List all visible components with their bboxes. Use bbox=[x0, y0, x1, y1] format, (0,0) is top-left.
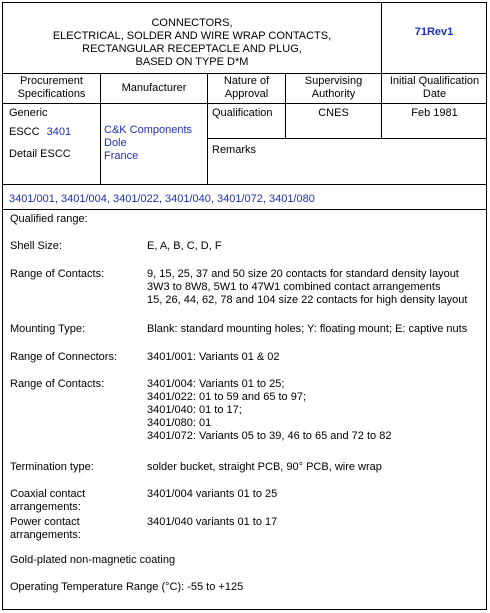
range-contacts-line: 15, 26, 44, 62, 78 and 104 size 22 contacts for high density layout bbox=[147, 294, 468, 306]
range-contacts-detail-line: 3401/040: 01 to 17; bbox=[147, 404, 242, 416]
remarks-label: Remarks bbox=[212, 144, 257, 156]
shell-size-label: Shell Size: bbox=[10, 240, 62, 252]
escc-label: ESCC bbox=[9, 126, 40, 138]
divider bbox=[3, 103, 486, 104]
title-line-2: ELECTRICAL, SOLDER AND WIRE WRAP CONTACTS, bbox=[52, 30, 332, 42]
range-contacts-line: 9, 15, 25, 37 and 50 size 20 contacts for standard density layout bbox=[147, 268, 459, 280]
power-label-line-2: arrangements: bbox=[10, 529, 81, 541]
temperature-range: Operating Temperature Range (°C): -55 to +125 bbox=[10, 581, 244, 593]
manufacturer-country: France bbox=[104, 150, 139, 162]
procurement-escc bbox=[9, 126, 71, 138]
approval-value: Qualification bbox=[212, 107, 273, 119]
procurement-detail: Detail ESCC bbox=[9, 148, 71, 160]
range-contacts-detail-line: 3401/022: 01 to 59 and 65 to 97; bbox=[147, 391, 307, 403]
range-contacts-label: Range of Contacts: bbox=[10, 268, 105, 280]
header-authority-line-2: Authority bbox=[311, 88, 356, 100]
header-manufacturer: Manufacturer bbox=[121, 82, 187, 94]
coaxial-label-line-1: Coaxial contact bbox=[10, 488, 86, 500]
range-contacts-values bbox=[147, 268, 467, 307]
manufacturer-city: Dole bbox=[104, 137, 127, 149]
header-approval-line-2: Approval bbox=[224, 88, 269, 100]
divider bbox=[3, 209, 486, 210]
header-initial-date bbox=[382, 75, 487, 101]
termination-type-label: Termination type: bbox=[10, 461, 94, 473]
header-approval-line-1: Nature of bbox=[223, 75, 270, 87]
title-line-4: BASED ON TYPE D*M bbox=[135, 56, 249, 68]
procurement-generic: Generic bbox=[9, 107, 48, 119]
range-contacts-detail-line: 3401/080: 01 bbox=[147, 417, 212, 429]
divider bbox=[3, 184, 486, 185]
range-contacts-detail-values bbox=[147, 378, 391, 443]
divider bbox=[3, 73, 486, 74]
detail-spec-list: 3401/001, 3401/004, 3401/022, 3401/040, 3401/072, 3401/080 bbox=[9, 193, 315, 205]
range-contacts-detail-line: 3401/072: Variants 05 to 39, 46 to 65 and 72 to 82 bbox=[147, 430, 392, 442]
range-contacts-detail-line: 3401/004: Variants 01 to 25; bbox=[147, 378, 285, 390]
header-initial-line-1: Initial Qualification bbox=[389, 75, 480, 87]
header-authority-line-1: Supervising bbox=[304, 75, 363, 87]
power-contact-label bbox=[10, 516, 81, 542]
range-contacts-line: 3W3 to 8W8, 5W1 to 47W1 combined contact arrangements bbox=[147, 281, 441, 293]
title-line-1: CONNECTORS, bbox=[151, 17, 233, 29]
range-connectors-value: 3401/001: Variants 01 & 02 bbox=[147, 351, 280, 363]
qualified-range-label: Qualified range: bbox=[10, 213, 88, 225]
spec-sheet bbox=[2, 2, 487, 610]
range-contacts-detail-label: Range of Contacts: bbox=[10, 378, 105, 390]
document-title bbox=[3, 17, 381, 69]
power-label-line-1: Power contact bbox=[10, 516, 80, 528]
header-initial-line-2: Date bbox=[422, 88, 447, 100]
divider bbox=[207, 138, 486, 139]
document-reference: 71Rev1 bbox=[414, 26, 454, 38]
range-connectors-label: Range of Connectors: bbox=[10, 351, 118, 363]
divider bbox=[381, 3, 382, 73]
header-procurement-line-2: Specifications bbox=[17, 88, 86, 100]
divider bbox=[207, 73, 208, 184]
mounting-type-value: Blank: standard mounting holes; Y: floating mount; E: captive nuts bbox=[147, 323, 468, 335]
header-procurement bbox=[3, 75, 100, 101]
termination-type-value: solder bucket, straight PCB, 90° PCB, wire wrap bbox=[147, 461, 382, 473]
shell-size-value: E, A, B, C, D, F bbox=[147, 240, 222, 252]
title-line-3: RECTANGULAR RECEPTACLE AND PLUG, bbox=[82, 43, 302, 55]
header-approval bbox=[208, 75, 285, 101]
mounting-type-label: Mounting Type: bbox=[10, 323, 86, 335]
manufacturer-name: C&K Components bbox=[104, 124, 193, 136]
power-contact-value: 3401/040 variants 01 to 17 bbox=[147, 516, 278, 528]
authority-value: CNES bbox=[318, 107, 349, 119]
divider bbox=[100, 73, 101, 184]
escc-number: 3401 bbox=[46, 126, 72, 138]
header-procurement-line-1: Procurement bbox=[20, 75, 83, 87]
coaxial-contact-value: 3401/004 variants 01 to 25 bbox=[147, 488, 278, 500]
coating-note: Gold-plated non-magnetic coating bbox=[10, 554, 176, 566]
header-authority bbox=[286, 75, 381, 101]
coaxial-contact-label bbox=[10, 488, 85, 514]
divider bbox=[381, 73, 382, 138]
coaxial-label-line-2: arrangements: bbox=[10, 501, 81, 513]
divider bbox=[285, 73, 286, 138]
manufacturer-info bbox=[104, 124, 192, 163]
initial-date-value: Feb 1981 bbox=[411, 107, 458, 119]
